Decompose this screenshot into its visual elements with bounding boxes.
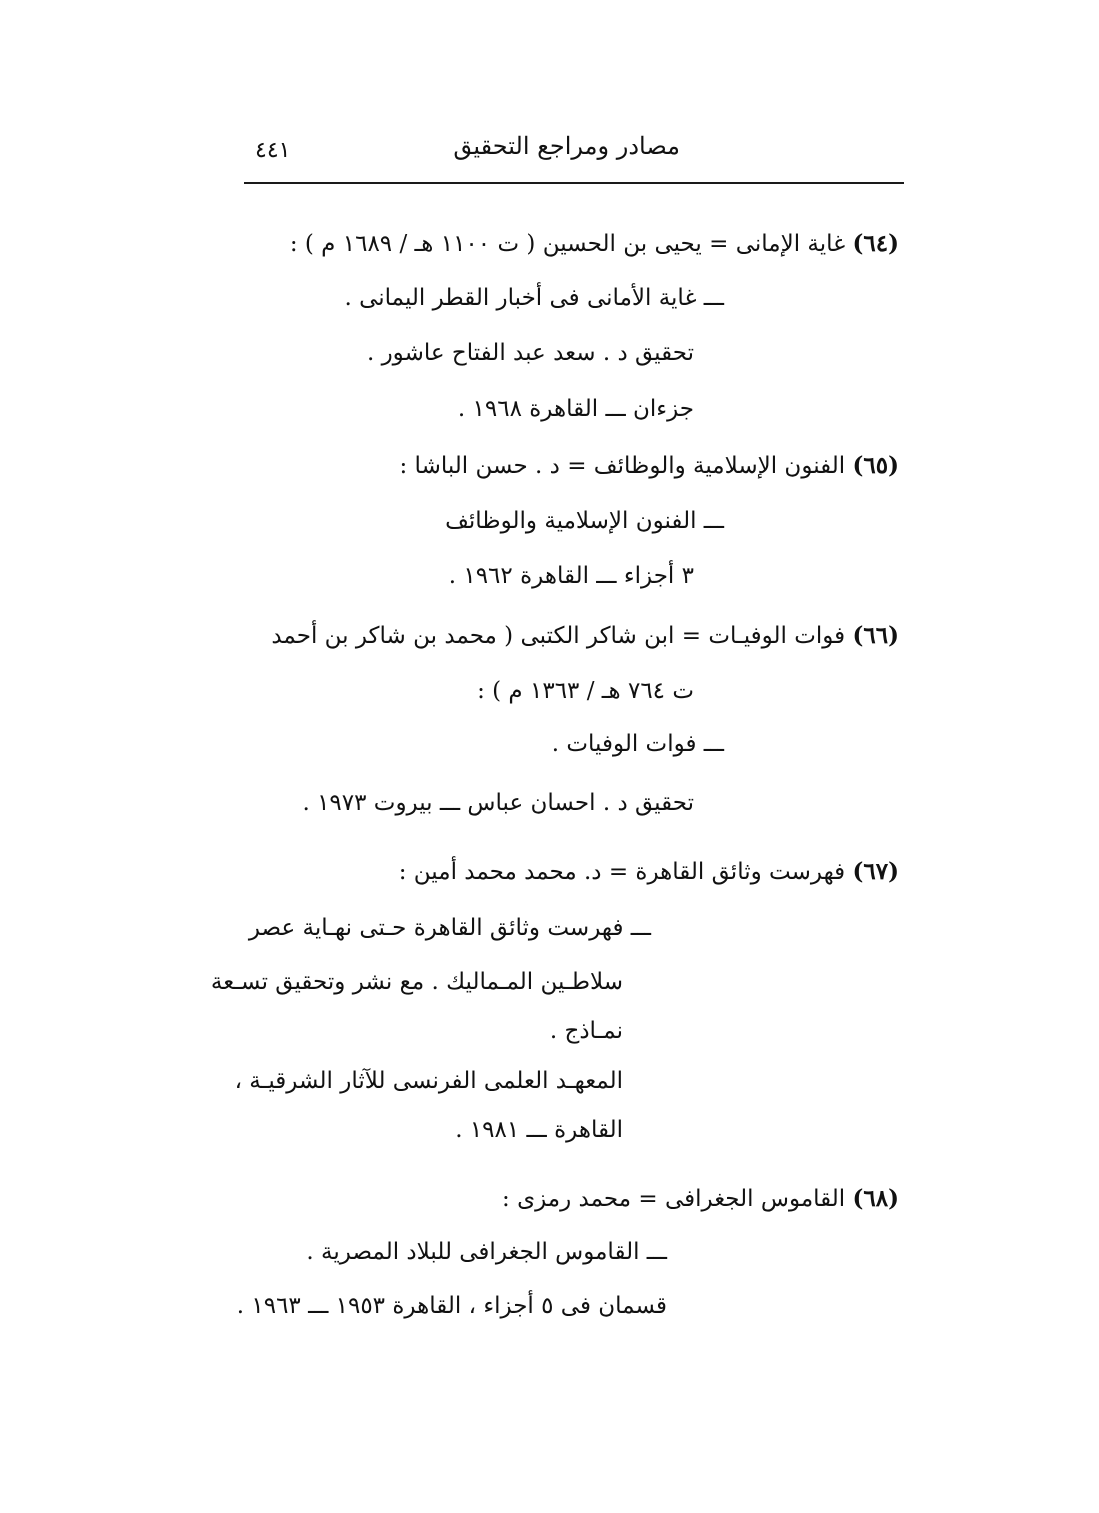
entry-68-number: (٦٨) (852, 1185, 899, 1212)
entry-65-heading (400, 450, 900, 482)
entry-66-line-1: ت ٧٦٤ هـ / ١٣٦٣ م ) : (477, 678, 694, 704)
entry-65-number: (٦٥) (852, 452, 899, 479)
entry-64-heading (290, 228, 899, 260)
entry-65-title: الفنون الإسلامية والوظائف = د . حسن الباشا : (399, 453, 846, 479)
entry-68-line-2: قسمان فى ٥ أجزاء ، القاهرة ١٩٥٣ ـــ ١٩٦٣ . (236, 1293, 667, 1319)
entry-68-title: القاموس الجغرافى = محمد رمزى : (502, 1186, 846, 1212)
entry-67-title: فهرست وثائق القاهرة = د. محمد محمد أمين : (398, 859, 846, 885)
entry-66-line-3: تحقيق د . احسان عباس ـــ بيروت ١٩٧٣ . (302, 790, 694, 816)
entry-67-line-4: المعهـد العلمى الفرنسى للآثار الشرقيـة ، (234, 1068, 623, 1094)
entry-68-heading (502, 1183, 899, 1215)
entry-67-number: (٦٧) (852, 858, 899, 885)
entry-66-number: (٦٦) (852, 622, 899, 649)
entry-66-heading (271, 620, 899, 652)
entry-67-heading (399, 856, 899, 888)
running-header-title: مصادر ومراجع التحقيق (453, 132, 680, 160)
entry-64-line-2: تحقيق د . سعد عبد الفتاح عاشور . (366, 340, 694, 366)
entry-66-line-2: ـــ فوات الوفيات . (551, 731, 724, 757)
entry-66-title: فوات الوفيـات = ابن شاكر الكتبى ( محمد بن شاكر بن أحمد (271, 623, 846, 649)
header-rule (244, 182, 904, 184)
page-number: ٤٤١ (255, 138, 291, 163)
entry-67-line-5: القاهرة ـــ ١٩٨١ . (455, 1117, 623, 1143)
entry-64-number: (٦٤) (852, 230, 899, 257)
entry-65-line-1: ـــ الفنون الإسلامية والوظائف (445, 508, 724, 534)
entry-65-line-2: ٣ أجزاء ـــ القاهرة ١٩٦٢ . (448, 563, 694, 589)
entry-67-line-2: سلاطـين المـماليك . مع نشر وتحقيق تسـعة (210, 969, 623, 995)
entry-64-line-3: جزءان ـــ القاهرة ١٩٦٨ . (457, 396, 694, 422)
entry-67-line-1: ـــ فهرست وثائق القاهرة حـتى نهـاية عصر (248, 915, 651, 941)
entry-64-title: غاية الإمانى = يحيى بن الحسين ( ت ١١٠٠ هـ / ١٦٨٩ م ) : (289, 231, 846, 257)
entry-68-line-1: ـــ القاموس الجغرافى للبلاد المصرية . (306, 1239, 667, 1265)
entry-67-line-3: نمـاذج . (549, 1018, 623, 1044)
entry-64-line-1: ـــ غاية الأمانى فى أخبار القطر اليمانى . (344, 285, 724, 311)
